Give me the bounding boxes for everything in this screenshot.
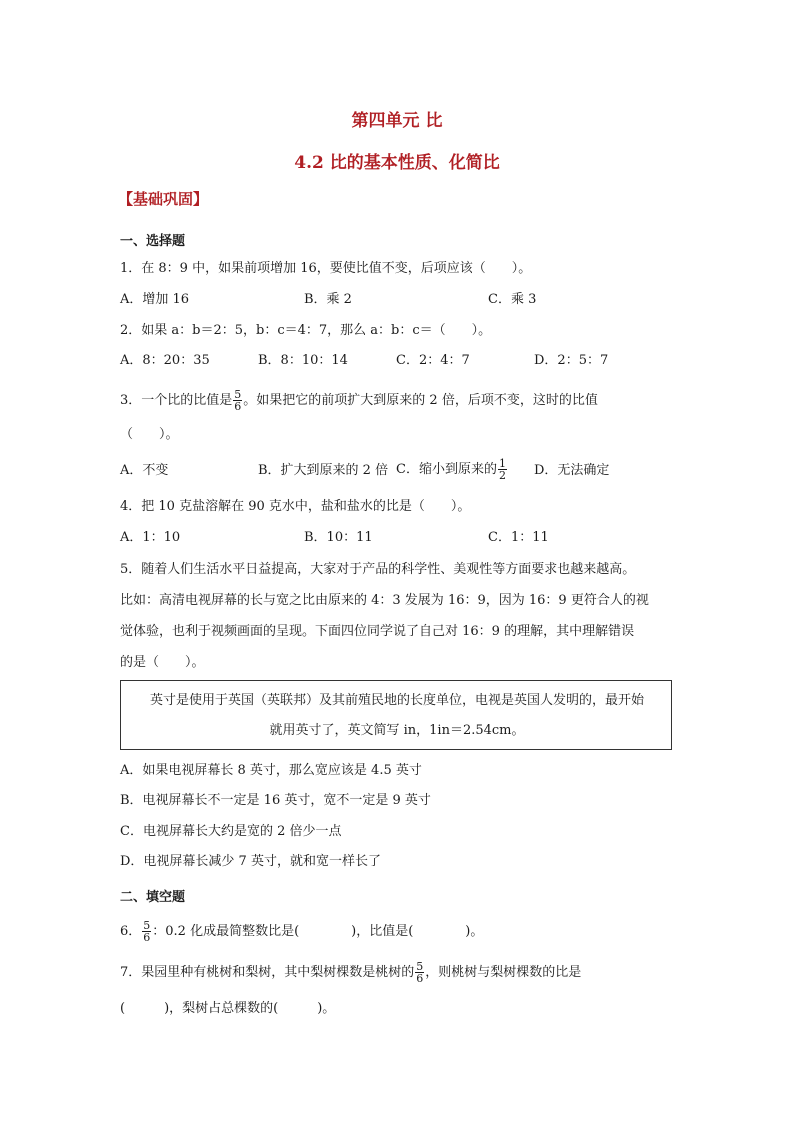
q7-suffix: ，则桃树与梨树棵数的比是 <box>425 965 582 980</box>
q3-option-d: D．无法确定 <box>534 463 610 478</box>
q1-option-b: B．乘 2 <box>304 292 352 307</box>
question-3 <box>120 389 598 412</box>
q1-option-c: C．乘 3 <box>488 292 537 307</box>
q7-fraction <box>415 961 424 984</box>
q6-frac-num: 5 <box>143 919 151 932</box>
info-box <box>120 680 672 750</box>
q5-option-d: D．电视屏幕长减少 7 英寸，就和宽一样长了 <box>120 854 381 869</box>
q3-prefix: 3．一个比的比值是 <box>120 393 233 408</box>
question-5-line4: 的是（ ）。 <box>120 655 205 670</box>
q6-suffix: ：0.2 化成最简整数比是( )，比值是( )。 <box>152 924 484 939</box>
part1-heading: 一、选择题 <box>120 234 186 249</box>
q3-frac-den: 6 <box>234 400 242 413</box>
q3-optc-den: 2 <box>498 469 506 482</box>
q3-option-c <box>396 458 508 481</box>
q3-option-b: B．扩大到原来的 2 倍 <box>258 463 389 478</box>
q3-optc-num: 1 <box>498 457 506 470</box>
unit-title: 第四单元 比 <box>351 111 443 131</box>
q5-option-a: A．如果电视屏幕长 8 英寸，那么宽应该是 4.5 英寸 <box>120 763 422 778</box>
q3-option-a: A．不变 <box>120 463 169 478</box>
question-7 <box>120 961 581 984</box>
q6-prefix: 6． <box>120 924 142 939</box>
q2-option-a: A．8：20：35 <box>120 353 210 368</box>
lesson-title: 4.2 比的基本性质、化简比 <box>294 153 500 173</box>
q7-frac-num: 5 <box>416 960 424 973</box>
question-3-line2: （ ）。 <box>120 427 179 442</box>
section-label: 【基础巩固】 <box>118 190 209 208</box>
q7-prefix: 7．果园里种有桃树和梨树，其中梨树棵数是桃树的 <box>120 965 415 980</box>
q3-suffix: 。如果把它的前项扩大到原来的 2 倍，后项不变，这时的比值 <box>243 393 598 408</box>
q6-frac-den: 6 <box>143 931 151 944</box>
question-6 <box>120 920 483 943</box>
q7-frac-den: 6 <box>416 972 424 985</box>
q3-option-c-text: C．缩小到原来的 <box>396 462 497 477</box>
q3-fraction <box>233 389 242 412</box>
question-4: 4．把 10 克盐溶解在 90 克水中，盐和盐水的比是（ ）。 <box>120 499 471 514</box>
q2-option-c: C．2：4：7 <box>396 353 470 368</box>
q4-option-c: C．1：11 <box>488 530 549 545</box>
question-7-line2: ( )，梨树占总棵数的( )。 <box>120 1001 336 1016</box>
part2-heading: 二、填空题 <box>120 890 186 905</box>
q2-option-b: B．8：10：14 <box>258 353 348 368</box>
question-1: 1．在 8：9 中，如果前项增加 16，要使比值不变，后项应该（ ）。 <box>120 261 532 276</box>
q4-option-a: A．1：10 <box>120 530 181 545</box>
q5-option-b: B．电视屏幕长不一定是 16 英寸，宽不一定是 9 英寸 <box>120 793 431 808</box>
q6-fraction <box>142 920 151 943</box>
info-box-line2: 就用英寸了，英文简写 in，1in＝2.54cm。 <box>269 723 525 738</box>
question-2: 2．如果 a：b＝2：5，b：c＝4：7，那么 a：b：c＝（ ）。 <box>120 323 492 338</box>
info-box-line1: 英寸是使用于英国（英联邦）及其前殖民地的长度单位，电视是英国人发明的，最开始 <box>149 693 644 708</box>
q2-option-d: D．2：5：7 <box>534 353 609 368</box>
q1-option-a: A．增加 16 <box>120 292 190 307</box>
question-5-line1: 5．随着人们生活水平日益提高，大家对于产品的科学性、美观性等方面要求也越来越高。 <box>120 562 636 577</box>
question-5-line2: 比如：高清电视屏幕的长与宽之比由原来的 4：3 发展为 16：9，因为 16：9 更符合人的视 <box>120 593 649 608</box>
question-5-line3: 觉体验，也利于视频画面的呈现。下面四位同学说了自己对 16：9 的理解，其中理解错误 <box>120 624 635 639</box>
q5-option-c: C．电视屏幕长大约是宽的 2 倍少一点 <box>120 824 342 839</box>
q4-option-b: B．10：11 <box>304 530 373 545</box>
q3-option-c-fraction <box>498 458 507 481</box>
q3-frac-num: 5 <box>234 388 242 401</box>
